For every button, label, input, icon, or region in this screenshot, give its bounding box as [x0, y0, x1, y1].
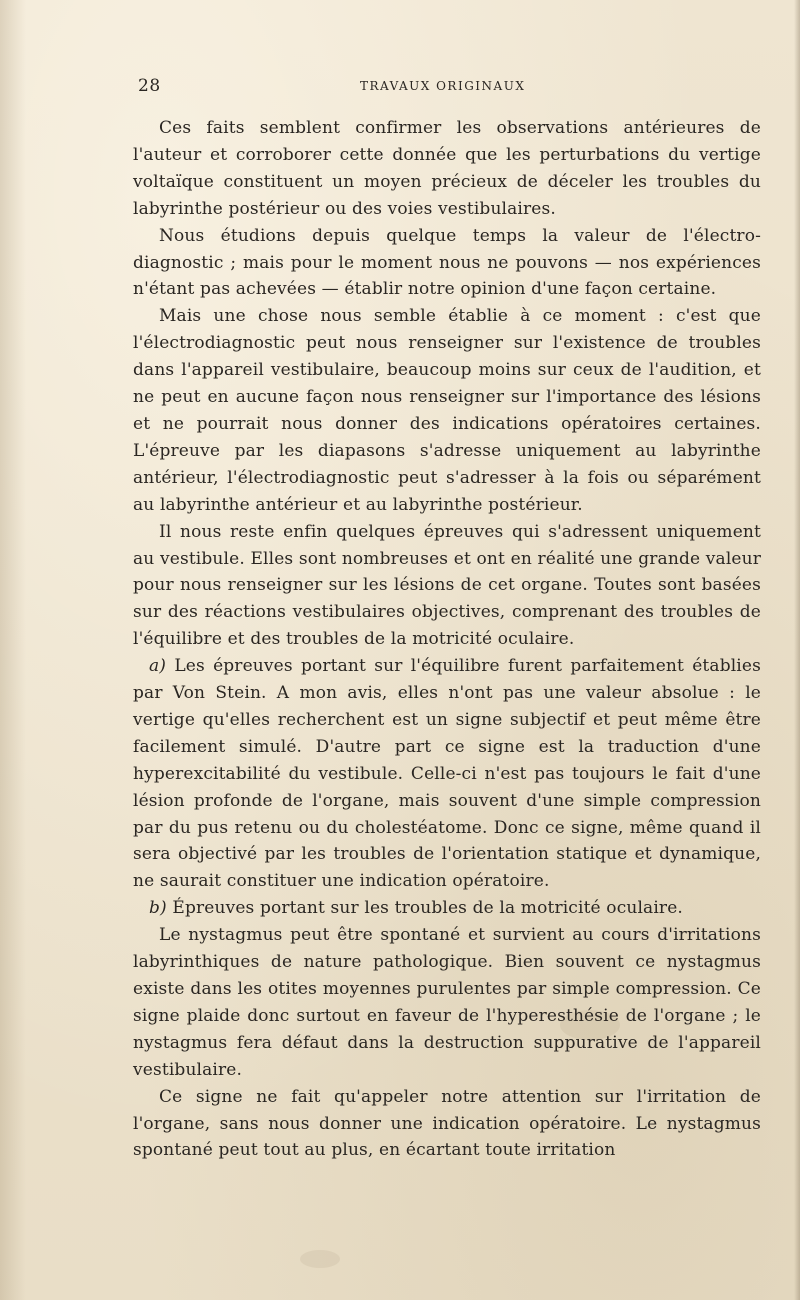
- page-number: 28: [138, 76, 161, 96]
- body-text: [133, 115, 761, 1164]
- paragraph: [133, 1084, 761, 1165]
- page-edge: [794, 0, 800, 1300]
- enum-marker: b): [149, 898, 167, 919]
- paragraph-text: Nous étudions depuis quelque temps la valeur de l'électro-diagnostic ; mais pour le moment nous ne pouvons — nos expériences n'étant pas achevées — établir notre opinion d'une façon certaine.: [133, 225, 761, 300]
- page-header: [138, 76, 762, 98]
- paragraph-text: Le nystagmus peut être spontané et survient au cours d'irritations labyrinthiques de nature pathologique. Bien souvent ce nystagmus existe dans les otites moyennes purulentes par simple compression. Ce signe plaide donc surtout en faveur de l'hyperesthésie de l'organe ; le nystagmus fera défaut dans la destruction suppurative de l'appareil vestibulaire.: [133, 925, 761, 1080]
- paragraph: [133, 922, 761, 1083]
- paragraph-text: Ces faits semblent confirmer les observations antérieures de l'auteur et corroborer cette donnée que les perturbations du vertige voltaïque constituent un moyen précieux de déceler les troubles du labyrinthe postérieur ou des voies vestibulaires.: [133, 118, 761, 219]
- paragraph: [133, 303, 761, 518]
- paragraph: [133, 519, 761, 654]
- paragraph: [133, 115, 761, 223]
- enumerated-subheading: [133, 895, 761, 922]
- paragraph-text: Mais une chose nous semble établie à ce moment : c'est que l'électrodiagnostic peut nous renseigner sur l'existence de troubles dans l'appareil vestibulaire, beaucoup moins sur ceux de l'audition, et ne peut en aucune façon nous renseigner sur l'importance des lésions et ne pourrait nous donner des indications opératoires certaines. L'épreuve par les diapasons s'adresse uniquement au labyrinthe antérieur, l'électrodiagnostic peut s'adresser à la fois ou séparément au labyrinthe antérieur et au labyrinthe postérieur.: [133, 306, 761, 515]
- gutter-shadow: [0, 0, 26, 1300]
- paper-stain: [300, 1250, 340, 1268]
- enumerated-paragraph: [133, 653, 761, 895]
- enum-marker: a): [149, 656, 167, 677]
- subheading-text: Épreuves portant sur les troubles de la motricité oculaire.: [172, 898, 683, 919]
- running-title: TRAVAUX ORIGINAUX: [360, 79, 526, 93]
- paragraph: [133, 223, 761, 304]
- paragraph-text: Ce signe ne fait qu'appeler notre attention sur l'irritation de l'organe, sans nous donner une indication opératoire. Le nystagmus spontané peut tout au plus, en écartant toute irritation: [133, 1086, 761, 1161]
- paragraph-text: Les épreuves portant sur l'équilibre furent parfaitement établies par Von Stein. A mon avis, elles n'ont pas une valeur absolue : le vertige qu'elles recherchent est un signe subjectif et peut même être facilement simulé. D'autre part ce signe est la traduction d'une hyperexcitabilité du vestibule. Celle-ci n'est pas toujours le fait d'une lésion profonde de l'organe, mais souvent d'une simple compression par du pus retenu ou du cholestéatome. Donc ce signe, même quand il sera objectivé par les troubles de l'orientation statique et dynamique, ne saurait constituer une indication opératoire.: [133, 656, 761, 892]
- paragraph-text: Il nous reste enfin quelques épreuves qui s'adressent uniquement au vestibule. Elles sont nombreuses et ont en réalité une grande valeur pour nous renseigner sur les lésions de cet organe. Toutes sont basées sur des réactions vestibulaires objectives, comprenant des troubles de l'équilibre et des troubles de la motricité oculaire.: [133, 521, 761, 650]
